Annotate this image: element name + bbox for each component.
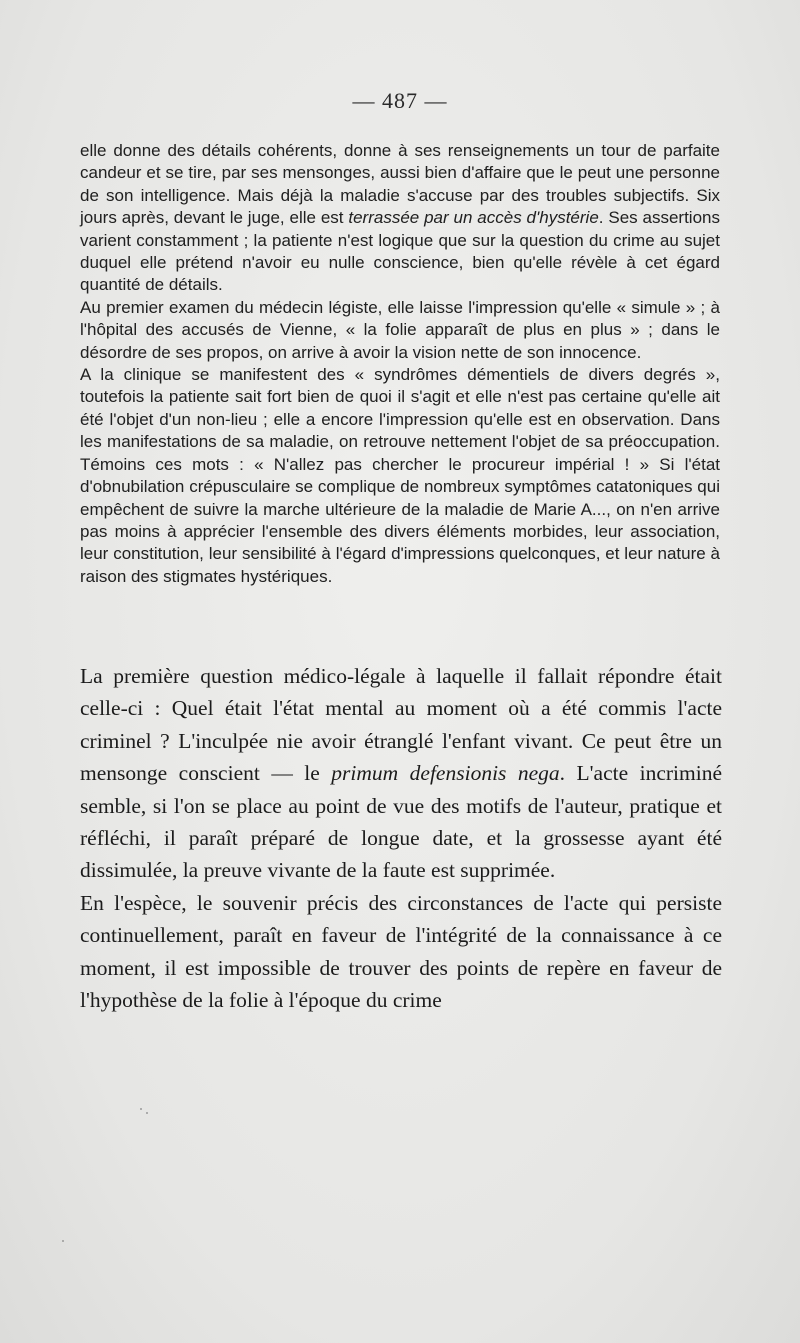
page-number: — 487 — (352, 88, 448, 113)
paper-speck (146, 1112, 148, 1114)
paragraph: Au premier examen du médecin légiste, elle laisse l'impression qu'elle « simule » ; à l'hôpital des accusés de Vienne, « la folie apparaît de plus en plus » ; dans le désordre de ses propos, on arrive à avoir la vision nette de son innocence. (80, 297, 720, 362)
italic-latin-phrase: primum defensionis nega (331, 761, 560, 786)
paragraph: A la clinique se manifestent des « syndrômes démentiels de divers degrés », toutefois la patiente sait fort bien de quoi il s'agit et elle n'est pas certaine qu'elle ait été l'objet d'un non-lieu ; elle a encore l'impression qu'elle est en observation. Dans les manifestations de sa maladie, on retrouve nettement l'objet de sa préoccupation. Témoins ces mots : « N'allez pas chercher le procureur impérial ! » Si l'état d'obnubilation crépusculaire se complique de nombreux symptômes catatoniques qui empêchent de suivre la marche ultérieure de la maladie de Marie A..., on n'en arrive pas moins à apprécier l'ensemble des divers éléments morbides, leur association, leur constitution, leur sensibilité à l'égard d'impressions quelconques, et leur nature à raison des stigmates hystériques. (80, 365, 720, 586)
case-report-text (80, 140, 720, 588)
paper-speck (140, 1108, 142, 1110)
commentary-text (80, 660, 722, 1016)
paragraph: La première question médico-légale à laquelle il fallait répondre était celle-ci : Quel était l'état mental au moment où a été commis l'acte criminel ? L'inculpée nie avoir étranglé l'enfant vivant. Ce peut être un mensonge conscient — le primum defensionis nega. L'acte incriminé semble, si l'on se place au point de vue des motifs de l'auteur, pratique et réfléchi, il paraît préparé de longue date, et la grossesse ayant été dissimulée, la preuve vivante de la faute est supprimée. (80, 664, 722, 883)
italic-phrase: terrassée par un accès d'hystérie (348, 208, 599, 228)
paragraph: En l'espèce, le souvenir précis des circonstances de l'acte qui persiste continuellement, paraît en faveur de l'intégrité de la connaissance à ce moment, il est impossible de trouver des points de repère en faveur de l'hypothèse de la folie à l'époque du crime (80, 890, 722, 1013)
paragraph: elle donne des détails cohérents, donne à ses renseignements un tour de parfaite candeur et se tire, par ses mensonges, aussi bien d'affaire que le peut une personne de son intelligence. Mais déjà la maladie s'accuse par des troubles subjectifs. Six jours après, devant le juge, elle est terrassée par un accès d'hystérie. Ses assertions varient constamment ; la patiente n'est logique que sur la question du crime au sujet duquel elle prétend n'avoir eu nulle conscience, bien qu'elle révèle à cet égard quantité de détails. (80, 141, 720, 295)
paper-speck (62, 1240, 64, 1242)
